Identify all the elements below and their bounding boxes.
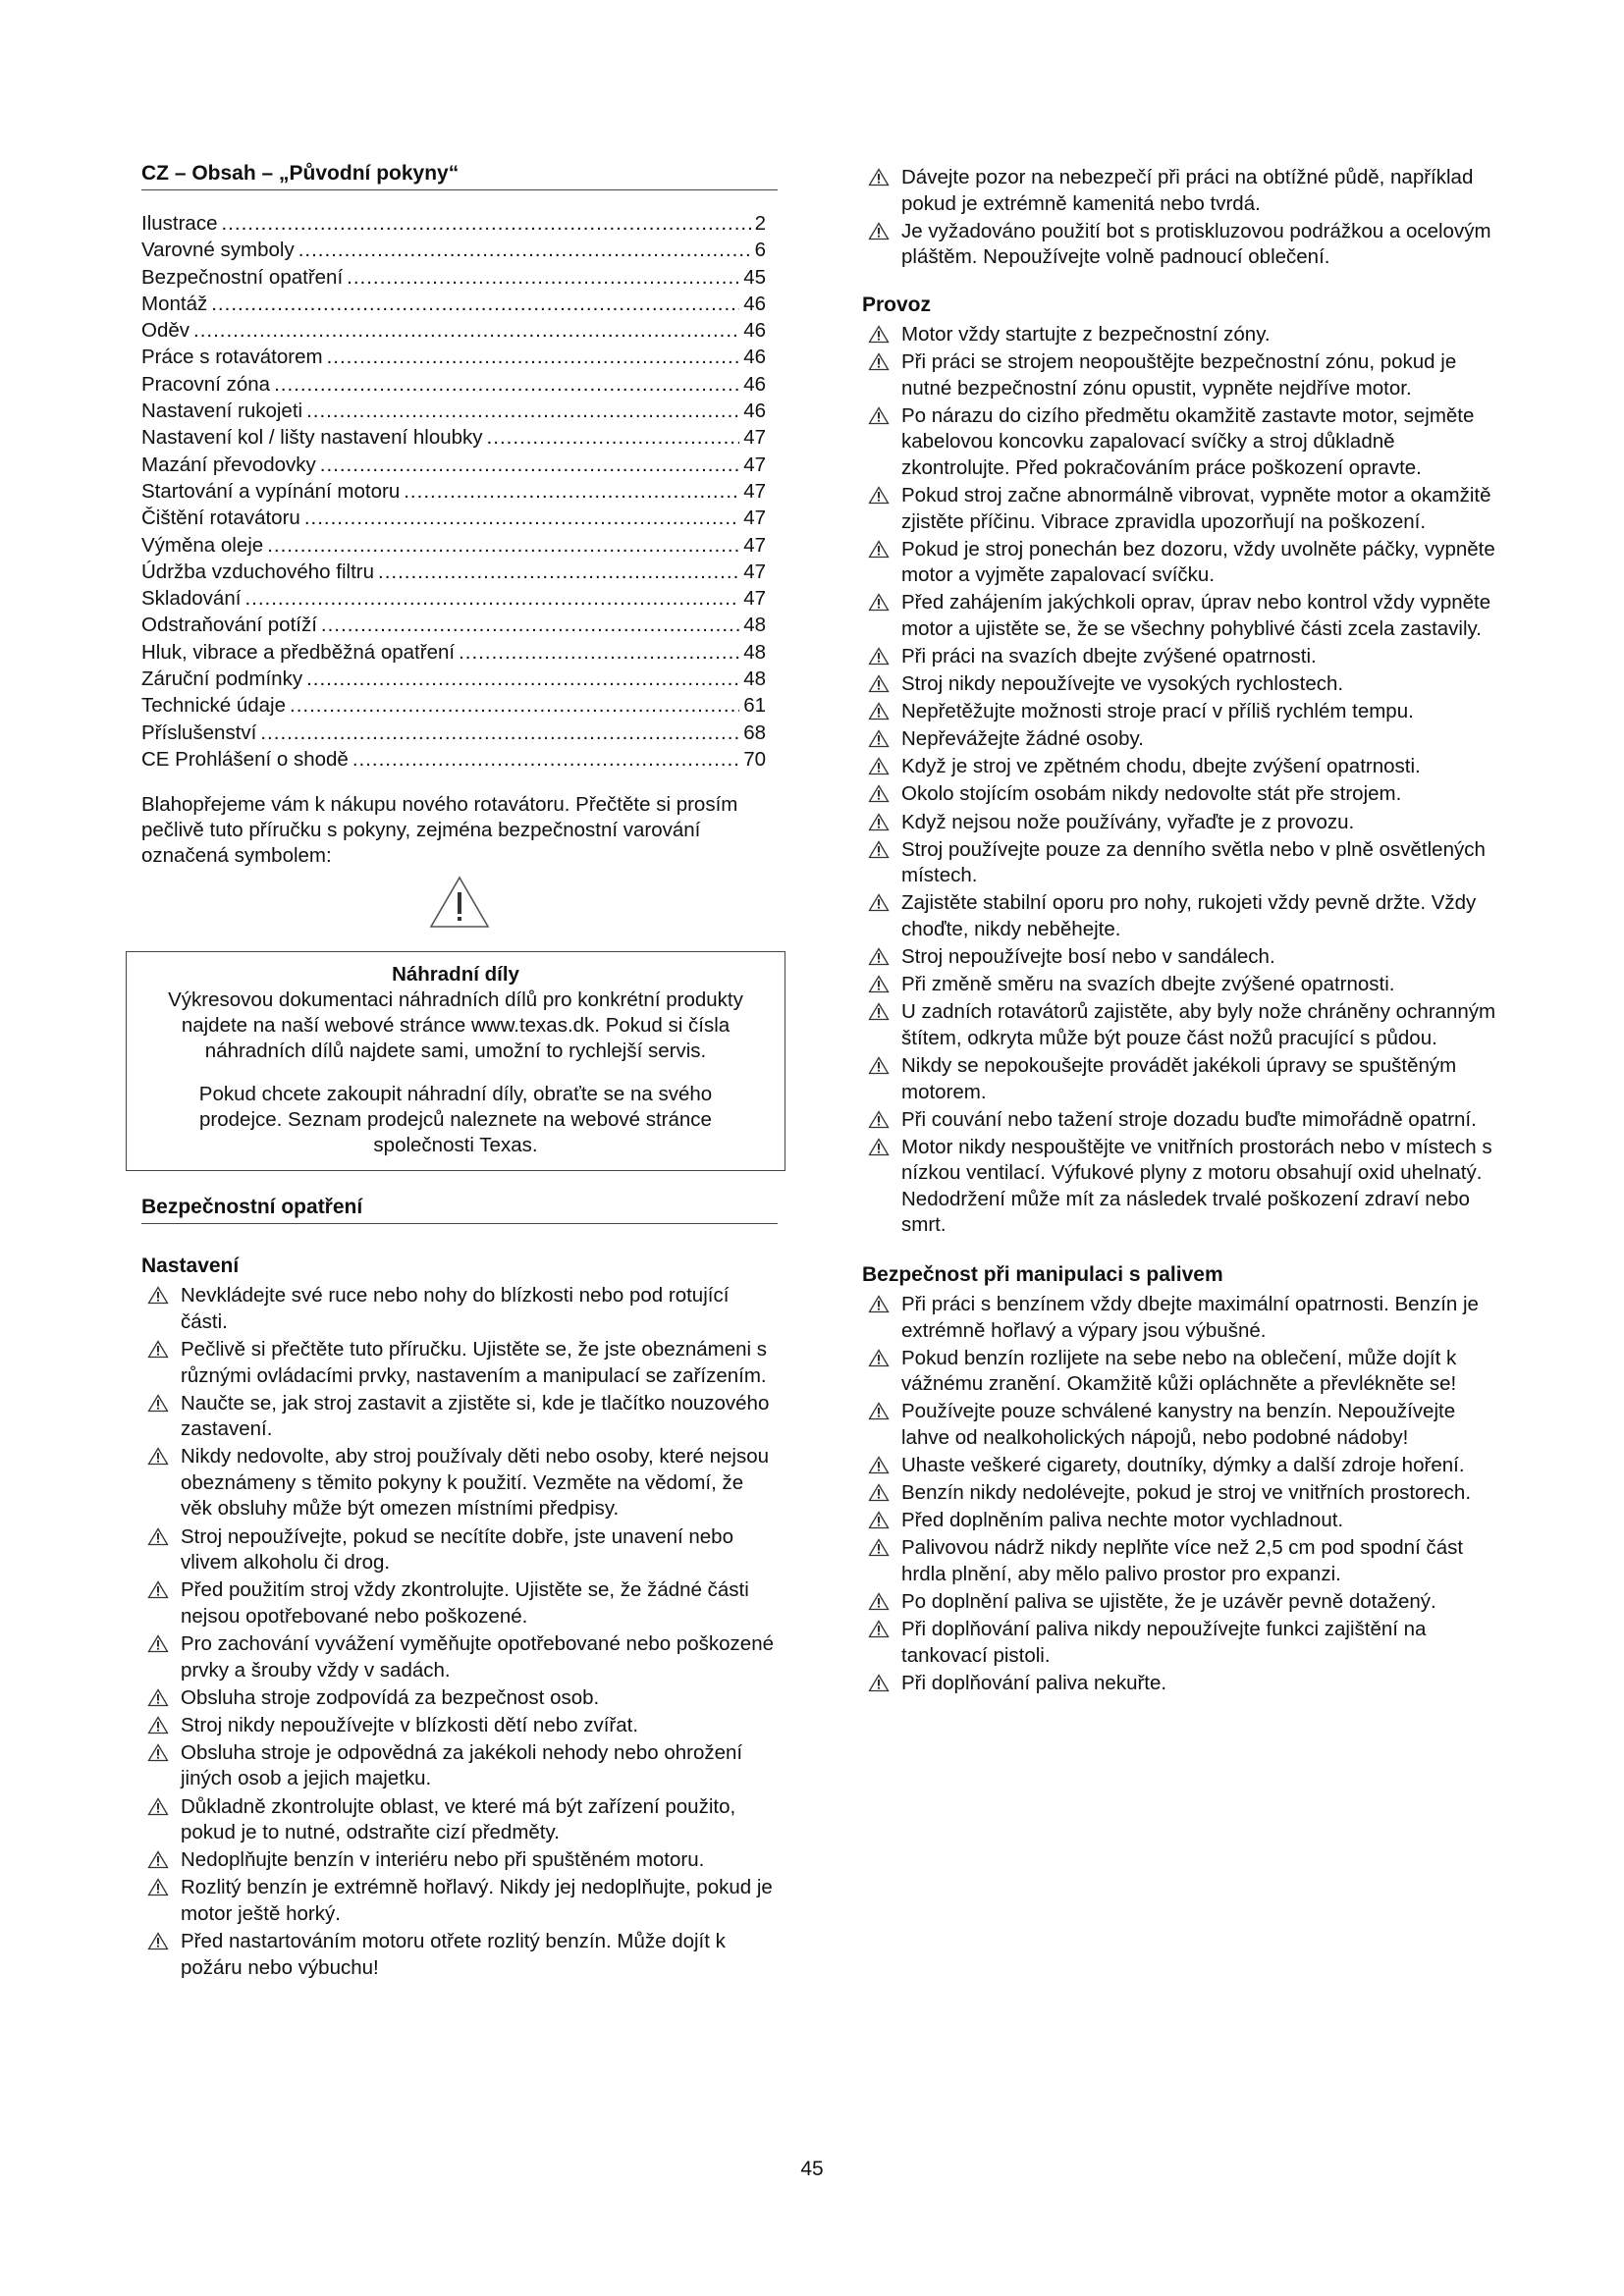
warning-item [862,349,1500,401]
warning-item [862,1671,1500,1697]
toc-entry-title: Příslušenství [141,721,257,744]
warning-icon [147,1394,169,1413]
warning-icon [868,540,890,559]
warning-icon [868,593,890,612]
toc-leader-dots [487,424,740,451]
toc-entry [141,424,766,451]
toc-entry-page: 70 [743,747,766,771]
warning-text: Motor vždy startujte z bezpečnostní zóny. [901,322,1271,346]
toc-entry [141,559,766,585]
warning-item [862,671,1500,698]
warning-text: Zajistěte stabilní oporu pro nohy, rukojeti vždy pevně držte. Vždy choďte, nikdy neběhejte. [901,891,1477,940]
toc-entry-title: Práce s rotavátorem [141,346,323,369]
intro-paragraph: Blahopřejeme vám k nákupu nového rotavátoru. Přečtěte si prosím pečlivě tuto příručku s pokyny, zejména bezpečnostní varování označená symbolem: [141,793,738,868]
warning-text: Stroj nepoužívejte bosí nebo v sandálech. [901,945,1275,969]
toc-entry-page: 47 [743,587,766,611]
warning-text: Důkladně zkontrolujte oblast, ve které má být zařízení použito, pokud je to nutné, odstraňte cizí předměty. [181,1794,736,1844]
warning-text: Nikdy se nepokoušejte provádět jakékoli úpravy se spuštěným motorem. [901,1053,1457,1103]
warning-item [141,1337,778,1389]
warning-icon [868,702,890,721]
warning-icon [868,325,890,344]
warning-item [141,1631,778,1683]
warning-text: Při změně směru na svazích dbejte zvýšené opatrnosti. [901,973,1395,996]
toc-entry-page: 6 [754,239,766,262]
toc-entry-title: Výměna oleje [141,533,264,557]
warning-item [862,1453,1500,1479]
warning-text: Rozlitý benzín je extrémně hořlavý. Nikdy jej nedoplňujte, pokud je motor ještě horký. [181,1876,773,1925]
toc-leader-dots [298,237,751,263]
toc-leader-dots [459,639,739,666]
warning-item [862,1617,1500,1669]
toc-leader-dots [404,478,739,505]
setup-warnings-list [141,1283,778,1981]
toc-entry-page: 2 [754,212,766,235]
toc-entry-title: Čištění rotavátoru [141,507,300,530]
toc-entry [141,210,766,237]
warning-text: Uhaste veškeré cigarety, doutníky, dýmky a další zdroje hoření. [901,1454,1465,1477]
toc-leader-dots [378,559,739,585]
warning-icon [868,1538,890,1557]
toc-entry-page: 46 [743,372,766,396]
toc-entry-page: 47 [743,479,766,503]
warning-text: Před použitím stroj vždy zkontrolujte. Ujistěte se, že žádné části nejsou opotřebované nebo poškozené. [181,1578,749,1628]
warning-item [862,1508,1500,1534]
warning-icon [147,1340,169,1359]
spare-parts-box [126,951,785,1171]
safety-heading: Bezpečnostní opatření [141,1195,778,1224]
warning-text: Po doplnění paliva se ujistěte, že je uzávěr pevně dotažený. [901,1590,1436,1614]
warning-item [862,999,1500,1051]
warning-icon [868,222,890,240]
toc-leader-dots [347,264,739,291]
warning-icon [868,1456,890,1474]
warning-item [862,537,1500,589]
warning-icon [147,1580,169,1599]
warning-item [141,1740,778,1792]
warning-icon [868,647,890,666]
toc-entry-title: Hluk, vibrace a předběžná opatření [141,640,456,664]
warning-text: Při doplňování paliva nekuřte. [901,1671,1167,1694]
toc-entry-page: 48 [743,614,766,637]
warning-text: Palivovou nádrž nikdy neplňte více než 2,5 cm pod spodní část hrdla plnění, aby mělo palivo prostor pro expanzi. [901,1536,1464,1585]
warning-text: Při doplňování paliva nikdy nepoužívejte funkci zajištění na tankovací pistoli. [901,1618,1427,1667]
warning-icon [868,757,890,775]
toc-entry-title: Mazání převodovky [141,453,316,476]
toc-entry-page: 46 [743,319,766,343]
warning-icon [147,1932,169,1950]
warning-icon [868,674,890,693]
warning-icon [868,1402,890,1420]
toc-leader-dots [274,371,739,398]
toc-leader-dots [244,585,739,612]
warning-item [862,726,1500,753]
toc-leader-dots [290,692,739,719]
warning-text: Naučte se, jak stroj zastavit a zjistěte si, kde je tlačítko nouzového zastavení. [181,1391,770,1441]
warning-icon [868,1056,890,1075]
spare-parts-paragraph-1: Výkresovou dokumentaci náhradních dílů pro konkrétní produkty najdete na naší webové stránce www.texas.dk. Pokud si čísla náhradních dílů najdete sami, umožní to rychlejší servis. [168,988,743,1063]
toc-entry [141,452,766,478]
warning-item [141,1444,778,1522]
warning-item [862,944,1500,971]
table-of-contents [141,210,766,773]
toc-entry [141,237,766,263]
warning-icon [147,1716,169,1735]
warning-item [862,754,1500,780]
warning-text: Okolo stojícím osobám nikdy nedovolte stát pře strojem. [901,782,1402,806]
warning-text: Před nastartováním motoru otřete rozlitý benzín. Může dojít k požáru nebo výbuchu! [181,1929,726,1979]
warning-item [862,403,1500,482]
warning-item [862,837,1500,889]
warning-item [862,699,1500,725]
toc-entry-title: Varovné symboly [141,239,295,262]
warning-icon [868,840,890,859]
warning-text: U zadních rotavátorů zajistěte, aby byly nože chráněny ochranným štítem, odkryta může být pouze část nožů pracující s půdou. [901,1000,1496,1049]
toc-leader-dots [267,532,739,559]
warning-item [862,322,1500,348]
warning-icon [868,1511,890,1529]
warning-text: Když je stroj ve zpětném chodu, dbejte zvýšení opatrnosti. [901,755,1421,778]
warning-text: Při couvání nebo tažení stroje dozadu buďte mimořádně opatrní. [901,1107,1477,1131]
fuel-warnings-list [862,1292,1500,1696]
toc-entry [141,532,766,559]
toc-entry-title: Pracovní zóna [141,372,271,396]
toc-entry [141,746,766,773]
warning-item [141,1713,778,1739]
toc-leader-dots [193,317,739,344]
warning-text: Stroj používejte pouze za denního světla nebo v plně osvětlených místech. [901,837,1486,887]
toc-entry-page: 47 [743,560,766,583]
setup-heading: Nastavení [141,1255,240,1278]
warning-icon [147,1743,169,1762]
toc-entry [141,612,766,638]
toc-entry-title: Nastavení kol / lišty nastavení hloubky [141,426,483,450]
toc-entry [141,692,766,719]
warning-item [862,781,1500,808]
warning-text: Při práci s benzínem vždy dbejte maximální opatrnosti. Benzín je extrémně hořlavý a výpary jsou výbušné. [901,1293,1479,1342]
warning-icon [868,1674,890,1692]
fuel-heading: Bezpečnost při manipulaci s palivem [862,1263,1223,1287]
warning-text: Je vyžadováno použití bot s protiskluzovou podrážkou a ocelovým pláštěm. Nepoužívejte volně padnoucí oblečení. [901,219,1491,269]
toc-entry-title: Bezpečnostní opatření [141,265,344,289]
toc-entry-title: Údržba vzduchového filtru [141,560,375,583]
warning-icon [868,1138,890,1156]
toc-entry-title: Záruční podmínky [141,667,303,691]
warning-icon [868,893,890,912]
warning-item [862,590,1500,642]
toc-entry-page: 68 [743,721,766,744]
toc-leader-dots [327,344,740,370]
warning-item [141,1391,778,1443]
warning-text: Nedoplňujte benzín v interiéru nebo při spuštěném motoru. [181,1848,705,1872]
warning-icon [147,1797,169,1816]
warning-item [141,1875,778,1927]
warning-text: Při práci se strojem neopouštějte bezpečnostní zónu, pokud je nutné bezpečnostní zónu opustit, vypněte nejdříve motor. [901,349,1457,400]
toc-entry-title: Skladování [141,587,242,611]
warning-item [862,890,1500,942]
warning-icon [868,784,890,803]
toc-leader-dots [306,666,739,692]
warning-item [862,1292,1500,1344]
warning-icon [147,1688,169,1707]
warning-text: Pokud benzín rozlijete na sebe nebo na oblečení, může dojít k vážnému zranění. Okamžitě kůži opláchněte a převlékněte se! [901,1346,1457,1396]
operation-warnings-list [862,322,1500,1239]
warning-item [141,1794,778,1846]
toc-entry-title: Nastavení rukojeti [141,400,303,423]
toc-leader-dots [321,612,739,638]
toc-entry-page: 45 [743,265,766,289]
warning-item [141,1685,778,1712]
toc-entry-title: Technické údaje [141,694,287,718]
toc-entry [141,585,766,612]
warning-item [862,644,1500,670]
spare-parts-title: Náhradní díly [392,963,519,987]
warning-text: Nepřevážejte žádné osoby. [901,727,1144,751]
warning-icon [147,1447,169,1466]
warning-icon [868,1592,890,1611]
operation-heading: Provoz [862,293,932,316]
toc-entry-page: 46 [743,346,766,369]
spare-parts-paragraph-2: Pokud chcete zakoupit náhradní díly, obraťte se na svého prodejce. Seznam prodejců naleznete na webové stránce společnosti Texas. [198,1083,713,1157]
warning-item [862,483,1500,535]
warning-icon [868,729,890,748]
warning-item [141,1847,778,1874]
warning-item [862,1346,1500,1398]
toc-entry-page: 47 [743,453,766,476]
warning-text: Používejte pouze schválené kanystry na benzín. Nepoužívejte lahve od nealkoholických nápojů, nebo podobné nádoby! [901,1400,1456,1450]
toc-leader-dots [304,505,739,531]
page-number: 45 [800,2158,824,2180]
warning-icon [147,1850,169,1869]
toc-leader-dots [260,720,739,746]
toc-entry-title: Startování a vypínání motoru [141,479,401,503]
toc-entry [141,317,766,344]
toc-entry [141,505,766,531]
warning-text: Před doplněním paliva nechte motor vychladnout. [901,1509,1344,1532]
toc-entry [141,344,766,370]
warning-item [141,1929,778,1981]
toc-entry-page: 47 [743,426,766,450]
warning-icon [868,1483,890,1502]
toc-entry-title: Montáž [141,292,208,315]
warning-icon [868,406,890,425]
warning-item [141,1577,778,1629]
toc-leader-dots [320,452,739,478]
toc-leader-dots [221,210,750,237]
warning-text: Obsluha stroje zodpovídá za bezpečnost osob. [181,1685,600,1709]
toc-entry [141,639,766,666]
warning-text: Před zahájením jakýchkoli oprav, úprav nebo kontrol vždy vypněte motor a ujistěte se, že se všechny pohyblivé části zcela zastavily. [901,591,1491,640]
warning-item [862,1053,1500,1105]
warning-icon [868,486,890,505]
toc-entry [141,478,766,505]
warning-icon [868,352,890,371]
warning-item [862,810,1500,836]
warning-item [862,1107,1500,1134]
toc-entry-page: 46 [743,292,766,315]
warning-icon [147,1286,169,1305]
warning-text: Stroj nikdy nepoužívejte v blízkosti dětí nebo zvířat. [181,1713,639,1736]
setup-warnings-list-continued [862,165,1500,271]
warning-triangle-icon [428,875,491,930]
warning-item [862,972,1500,998]
warning-text: Když nejsou nože používány, vyřaďte je z provozu. [901,810,1355,833]
warning-text: Po nárazu do cizího předmětu okamžitě zastavte motor, sejměte kabelovou koncovku zapalovací svíčky a stroj důkladně zkontrolujte. Před pokračováním práce poškození opravte. [901,403,1475,479]
warning-item [862,1399,1500,1451]
warning-item [862,1535,1500,1587]
toc-entry [141,666,766,692]
warning-icon [868,1002,890,1021]
warning-icon [868,1110,890,1129]
toc-entry-title: Oděv [141,319,189,343]
toc-entry [141,720,766,746]
toc-entry-page: 48 [743,667,766,691]
warning-item [862,219,1500,271]
warning-item [862,1480,1500,1507]
toc-entry-page: 48 [743,640,766,664]
warning-text: Stroj nikdy nepoužívejte ve vysokých rychlostech. [901,672,1344,696]
warning-icon [868,813,890,831]
warning-text: Pokud stroj začne abnormálně vibrovat, vypněte motor a okamžitě zjistěte příčinu. Vibrace zpravidla upozorňují na poškození. [901,483,1491,533]
warning-icon [868,168,890,187]
warning-item [862,1135,1500,1239]
warning-text: Nikdy nedovolte, aby stroj používaly děti nebo osoby, které nejsou obeznámeny s těmito pokyny k použití. Vezměte na vědomí, že věk obsluhy může být omezen místními předpisy. [181,1445,770,1521]
left-column [141,161,778,1983]
warning-icon [868,975,890,993]
warning-icon [147,1634,169,1653]
toc-entry [141,264,766,291]
warning-text: Obsluha stroje je odpovědná za jakékoli nehody nebo ohrožení jiných osob a jejich majetku. [181,1740,743,1790]
warning-text: Pokud je stroj ponechán bez dozoru, vždy uvolněte páčky, vypněte motor a vyjměte zapalovací svíčku. [901,537,1495,587]
warning-text: Nevkládejte své ruce nebo nohy do blízkosti nebo pod rotující části. [181,1284,730,1333]
toc-entry-page: 61 [743,694,766,718]
warning-icon [147,1527,169,1546]
warning-text: Při práci na svazích dbejte zvýšené opatrnosti. [901,645,1317,667]
warning-text: Stroj nepoužívejte, pokud se necítíte dobře, jste unavení nebo vlivem alkoholu či drog. [181,1524,733,1575]
warning-text: Benzín nikdy nedolévejte, pokud je stroj ve vnitřních prostorech. [901,1481,1472,1505]
warning-icon [868,1349,890,1367]
toc-entry-title: CE Prohlášení o shodě [141,747,349,771]
right-column [862,165,1500,1698]
toc-entry-page: 47 [743,533,766,557]
warning-icon [868,1295,890,1313]
warning-icon [868,947,890,966]
warning-icon [868,1620,890,1638]
page-title: CZ – Obsah – „Původní pokyny“ [141,161,778,190]
toc-entry [141,291,766,317]
toc-entry-title: Odstraňování potíží [141,614,317,637]
warning-text: Motor nikdy nespouštějte ve vnitřních prostorách nebo v místech s nízkou ventilací. Výfukové plyny z motoru obsahují oxid uhelnatý. Nedodržení může mít za následek trvalé poškození zdraví nebo smrt. [901,1135,1492,1237]
warning-item [141,1524,778,1576]
warning-item [141,1283,778,1335]
toc-entry [141,371,766,398]
warning-icon [147,1878,169,1896]
warning-text: Dávejte pozor na nebezpečí při práci na obtížné půdě, například pokud je extrémně kamenitá nebo tvrdá. [901,166,1474,215]
toc-leader-dots [352,746,739,773]
toc-leader-dots [211,291,739,317]
toc-leader-dots [306,398,739,424]
toc-entry-title: Ilustrace [141,212,218,235]
warning-item [862,165,1500,217]
toc-entry-page: 46 [743,400,766,423]
warning-text: Pečlivě si přečtěte tuto příručku. Ujistěte se, že jste obeznámeni s různými ovládacími prvky, nastavením a manipulací se zařízením. [181,1337,768,1387]
warning-item [862,1589,1500,1616]
warning-text: Pro zachování vyvážení vyměňujte opotřebované nebo poškozené prvky a šrouby vždy v sadách. [181,1631,774,1682]
toc-entry [141,398,766,424]
warning-text: Nepřetěžujte možnosti stroje prací v příliš rychlém tempu. [901,700,1414,723]
toc-entry-page: 47 [743,507,766,530]
